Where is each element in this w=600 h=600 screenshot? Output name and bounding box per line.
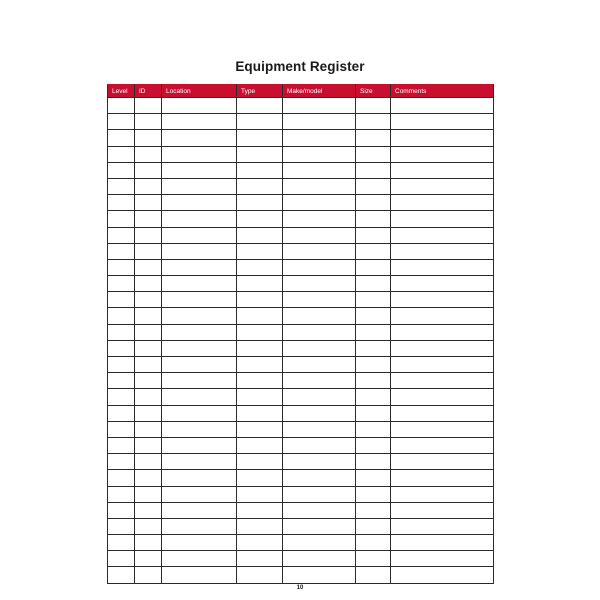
table-cell-make-model[interactable] bbox=[283, 114, 356, 130]
table-cell-location[interactable] bbox=[162, 535, 237, 551]
table-cell-size[interactable] bbox=[356, 454, 391, 470]
table-cell-level[interactable] bbox=[108, 405, 135, 421]
column-header-type: Type bbox=[237, 85, 283, 98]
table-cell-type[interactable] bbox=[237, 308, 283, 324]
table-cell-type[interactable] bbox=[237, 470, 283, 486]
table-row bbox=[108, 470, 494, 486]
table-cell-type[interactable] bbox=[237, 502, 283, 518]
table-cell-level[interactable] bbox=[108, 551, 135, 567]
table-cell-id[interactable] bbox=[135, 324, 162, 340]
table-cell-size[interactable] bbox=[356, 535, 391, 551]
table-cell-level[interactable] bbox=[108, 292, 135, 308]
table-cell-size[interactable] bbox=[356, 227, 391, 243]
table-cell-level[interactable] bbox=[108, 421, 135, 437]
table-cell-size[interactable] bbox=[356, 421, 391, 437]
table-cell-comments[interactable] bbox=[391, 373, 494, 389]
table-cell-type[interactable] bbox=[237, 130, 283, 146]
table-row bbox=[108, 567, 494, 583]
table-cell-level[interactable] bbox=[108, 162, 135, 178]
table-cell-comments[interactable] bbox=[391, 195, 494, 211]
table-row bbox=[108, 535, 494, 551]
table-cell-size[interactable] bbox=[356, 470, 391, 486]
table-cell-make-model[interactable] bbox=[283, 567, 356, 583]
table-cell-make-model[interactable] bbox=[283, 146, 356, 162]
table-cell-id[interactable] bbox=[135, 535, 162, 551]
table-cell-size[interactable] bbox=[356, 259, 391, 275]
table-cell-size[interactable] bbox=[356, 567, 391, 583]
column-header-level: Level bbox=[108, 85, 135, 98]
table-cell-size[interactable] bbox=[356, 178, 391, 194]
equipment-register-table bbox=[107, 84, 494, 584]
table-cell-location[interactable] bbox=[162, 470, 237, 486]
table-cell-type[interactable] bbox=[237, 146, 283, 162]
table-cell-make-model[interactable] bbox=[283, 357, 356, 373]
table-cell-make-model[interactable] bbox=[283, 502, 356, 518]
table-row bbox=[108, 421, 494, 437]
column-header-location: Location bbox=[162, 85, 237, 98]
table-cell-id[interactable] bbox=[135, 195, 162, 211]
table-cell-make-model[interactable] bbox=[283, 340, 356, 356]
table-cell-level[interactable] bbox=[108, 324, 135, 340]
table-cell-type[interactable] bbox=[237, 324, 283, 340]
table-cell-type[interactable] bbox=[237, 421, 283, 437]
table-cell-make-model[interactable] bbox=[283, 535, 356, 551]
table-cell-location[interactable] bbox=[162, 389, 237, 405]
table-cell-type[interactable] bbox=[237, 211, 283, 227]
table-row bbox=[108, 437, 494, 453]
table-cell-type[interactable] bbox=[237, 98, 283, 114]
table-cell-comments[interactable] bbox=[391, 389, 494, 405]
table-cell-level[interactable] bbox=[108, 114, 135, 130]
table-cell-location[interactable] bbox=[162, 551, 237, 567]
table-cell-level[interactable] bbox=[108, 211, 135, 227]
table-cell-level[interactable] bbox=[108, 178, 135, 194]
table-cell-id[interactable] bbox=[135, 98, 162, 114]
table-cell-size[interactable] bbox=[356, 114, 391, 130]
table-row bbox=[108, 243, 494, 259]
table-row bbox=[108, 98, 494, 114]
table-cell-make-model[interactable] bbox=[283, 421, 356, 437]
table-cell-comments[interactable] bbox=[391, 227, 494, 243]
table-cell-id[interactable] bbox=[135, 211, 162, 227]
table-cell-location[interactable] bbox=[162, 518, 237, 534]
table-cell-id[interactable] bbox=[135, 421, 162, 437]
table-cell-location[interactable] bbox=[162, 486, 237, 502]
table-cell-comments[interactable] bbox=[391, 551, 494, 567]
table-cell-location[interactable] bbox=[162, 292, 237, 308]
table-row bbox=[108, 276, 494, 292]
table-row bbox=[108, 502, 494, 518]
table-cell-size[interactable] bbox=[356, 308, 391, 324]
table-cell-level[interactable] bbox=[108, 227, 135, 243]
table-row bbox=[108, 211, 494, 227]
table-cell-level[interactable] bbox=[108, 195, 135, 211]
table-cell-comments[interactable] bbox=[391, 405, 494, 421]
table-row bbox=[108, 130, 494, 146]
table-cell-make-model[interactable] bbox=[283, 551, 356, 567]
table-cell-level[interactable] bbox=[108, 243, 135, 259]
table-cell-make-model[interactable] bbox=[283, 162, 356, 178]
table-cell-level[interactable] bbox=[108, 567, 135, 583]
table-cell-type[interactable] bbox=[237, 486, 283, 502]
table-cell-location[interactable] bbox=[162, 502, 237, 518]
table-cell-make-model[interactable] bbox=[283, 308, 356, 324]
table-cell-comments[interactable] bbox=[391, 259, 494, 275]
table-cell-comments[interactable] bbox=[391, 357, 494, 373]
table-cell-location[interactable] bbox=[162, 373, 237, 389]
table-cell-type[interactable] bbox=[237, 373, 283, 389]
table-cell-level[interactable] bbox=[108, 454, 135, 470]
table-cell-comments[interactable] bbox=[391, 243, 494, 259]
table-cell-make-model[interactable] bbox=[283, 324, 356, 340]
table-row bbox=[108, 227, 494, 243]
table-cell-id[interactable] bbox=[135, 259, 162, 275]
table-cell-make-model[interactable] bbox=[283, 130, 356, 146]
table-cell-id[interactable] bbox=[135, 162, 162, 178]
table-cell-size[interactable] bbox=[356, 405, 391, 421]
table-cell-size[interactable] bbox=[356, 243, 391, 259]
table-cell-size[interactable] bbox=[356, 292, 391, 308]
table-cell-type[interactable] bbox=[237, 535, 283, 551]
column-header-size: Size bbox=[356, 85, 391, 98]
header-row bbox=[108, 85, 494, 98]
table-cell-location[interactable] bbox=[162, 324, 237, 340]
table-cell-level[interactable] bbox=[108, 373, 135, 389]
table-cell-level[interactable] bbox=[108, 259, 135, 275]
table-cell-id[interactable] bbox=[135, 389, 162, 405]
table-cell-comments[interactable] bbox=[391, 340, 494, 356]
table-cell-make-model[interactable] bbox=[283, 98, 356, 114]
table-cell-location[interactable] bbox=[162, 98, 237, 114]
table-cell-comments[interactable] bbox=[391, 114, 494, 130]
table-cell-make-model[interactable] bbox=[283, 178, 356, 194]
table-cell-location[interactable] bbox=[162, 276, 237, 292]
table-cell-comments[interactable] bbox=[391, 146, 494, 162]
table-cell-type[interactable] bbox=[237, 114, 283, 130]
table-cell-location[interactable] bbox=[162, 114, 237, 130]
table-cell-make-model[interactable] bbox=[283, 276, 356, 292]
table-cell-comments[interactable] bbox=[391, 518, 494, 534]
table-cell-size[interactable] bbox=[356, 518, 391, 534]
table-cell-id[interactable] bbox=[135, 178, 162, 194]
table-cell-type[interactable] bbox=[237, 551, 283, 567]
table-cell-location[interactable] bbox=[162, 454, 237, 470]
table-cell-size[interactable] bbox=[356, 389, 391, 405]
table-cell-size[interactable] bbox=[356, 357, 391, 373]
table-cell-level[interactable] bbox=[108, 486, 135, 502]
table-cell-make-model[interactable] bbox=[283, 292, 356, 308]
table-cell-level[interactable] bbox=[108, 389, 135, 405]
table-cell-type[interactable] bbox=[237, 518, 283, 534]
table-cell-id[interactable] bbox=[135, 502, 162, 518]
table-cell-id[interactable] bbox=[135, 308, 162, 324]
table-cell-size[interactable] bbox=[356, 146, 391, 162]
table-row bbox=[108, 195, 494, 211]
table-cell-size[interactable] bbox=[356, 486, 391, 502]
table-cell-make-model[interactable] bbox=[283, 211, 356, 227]
table-row bbox=[108, 551, 494, 567]
table-cell-location[interactable] bbox=[162, 195, 237, 211]
table-cell-make-model[interactable] bbox=[283, 227, 356, 243]
page-title: Equipment Register bbox=[235, 59, 365, 74]
table-cell-id[interactable] bbox=[135, 114, 162, 130]
table-cell-location[interactable] bbox=[162, 437, 237, 453]
table-cell-size[interactable] bbox=[356, 130, 391, 146]
table-cell-comments[interactable] bbox=[391, 130, 494, 146]
table-row bbox=[108, 114, 494, 130]
table-cell-comments[interactable] bbox=[391, 437, 494, 453]
table-body bbox=[108, 98, 494, 584]
page-number: 10 bbox=[296, 585, 304, 591]
table-cell-id[interactable] bbox=[135, 551, 162, 567]
table-cell-size[interactable] bbox=[356, 162, 391, 178]
table-row bbox=[108, 292, 494, 308]
table-header bbox=[108, 85, 494, 98]
table-row bbox=[108, 518, 494, 534]
table-cell-id[interactable] bbox=[135, 292, 162, 308]
table-cell-size[interactable] bbox=[356, 324, 391, 340]
table-cell-type[interactable] bbox=[237, 276, 283, 292]
table-cell-id[interactable] bbox=[135, 470, 162, 486]
table-cell-comments[interactable] bbox=[391, 421, 494, 437]
table-cell-level[interactable] bbox=[108, 357, 135, 373]
table-cell-level[interactable] bbox=[108, 470, 135, 486]
table-row bbox=[108, 259, 494, 275]
table-cell-type[interactable] bbox=[237, 405, 283, 421]
table-cell-comments[interactable] bbox=[391, 308, 494, 324]
table-cell-comments[interactable] bbox=[391, 98, 494, 114]
table-cell-size[interactable] bbox=[356, 98, 391, 114]
table-cell-make-model[interactable] bbox=[283, 243, 356, 259]
table-cell-level[interactable] bbox=[108, 518, 135, 534]
column-header-comments: Comments bbox=[391, 85, 494, 98]
table-cell-location[interactable] bbox=[162, 340, 237, 356]
table-cell-type[interactable] bbox=[237, 454, 283, 470]
table-cell-size[interactable] bbox=[356, 437, 391, 453]
table-cell-comments[interactable] bbox=[391, 454, 494, 470]
table-row bbox=[108, 340, 494, 356]
table-cell-size[interactable] bbox=[356, 195, 391, 211]
table-row bbox=[108, 162, 494, 178]
table-cell-id[interactable] bbox=[135, 373, 162, 389]
table-cell-id[interactable] bbox=[135, 518, 162, 534]
table-cell-comments[interactable] bbox=[391, 470, 494, 486]
table-cell-id[interactable] bbox=[135, 405, 162, 421]
table-row bbox=[108, 486, 494, 502]
table-cell-comments[interactable] bbox=[391, 162, 494, 178]
table-cell-id[interactable] bbox=[135, 276, 162, 292]
table-cell-id[interactable] bbox=[135, 486, 162, 502]
table-cell-make-model[interactable] bbox=[283, 454, 356, 470]
table-cell-level[interactable] bbox=[108, 437, 135, 453]
table-cell-comments[interactable] bbox=[391, 292, 494, 308]
table-cell-location[interactable] bbox=[162, 405, 237, 421]
table-row bbox=[108, 405, 494, 421]
table-cell-make-model[interactable] bbox=[283, 405, 356, 421]
table-cell-type[interactable] bbox=[237, 567, 283, 583]
table-cell-location[interactable] bbox=[162, 211, 237, 227]
table-cell-type[interactable] bbox=[237, 259, 283, 275]
table-cell-type[interactable] bbox=[237, 357, 283, 373]
table-cell-location[interactable] bbox=[162, 243, 237, 259]
column-header-id: ID bbox=[135, 85, 162, 98]
table-cell-make-model[interactable] bbox=[283, 195, 356, 211]
table-cell-comments[interactable] bbox=[391, 567, 494, 583]
table-cell-location[interactable] bbox=[162, 146, 237, 162]
table-cell-type[interactable] bbox=[237, 195, 283, 211]
table-cell-make-model[interactable] bbox=[283, 486, 356, 502]
table-cell-location[interactable] bbox=[162, 227, 237, 243]
table-cell-size[interactable] bbox=[356, 211, 391, 227]
table-cell-location[interactable] bbox=[162, 357, 237, 373]
table-row bbox=[108, 308, 494, 324]
table-cell-type[interactable] bbox=[237, 292, 283, 308]
table-cell-type[interactable] bbox=[237, 389, 283, 405]
table-cell-location[interactable] bbox=[162, 178, 237, 194]
table-cell-level[interactable] bbox=[108, 146, 135, 162]
table-cell-level[interactable] bbox=[108, 502, 135, 518]
table-cell-level[interactable] bbox=[108, 98, 135, 114]
table-cell-level[interactable] bbox=[108, 276, 135, 292]
table-cell-type[interactable] bbox=[237, 340, 283, 356]
table-cell-level[interactable] bbox=[108, 340, 135, 356]
table-cell-make-model[interactable] bbox=[283, 437, 356, 453]
table-cell-location[interactable] bbox=[162, 130, 237, 146]
table-cell-id[interactable] bbox=[135, 454, 162, 470]
table-cell-type[interactable] bbox=[237, 178, 283, 194]
table-cell-id[interactable] bbox=[135, 567, 162, 583]
table-row bbox=[108, 454, 494, 470]
table-cell-id[interactable] bbox=[135, 437, 162, 453]
table-cell-id[interactable] bbox=[135, 146, 162, 162]
table-cell-size[interactable] bbox=[356, 551, 391, 567]
table-cell-type[interactable] bbox=[237, 227, 283, 243]
column-header-make-model: Make/model bbox=[283, 85, 356, 98]
table-cell-id[interactable] bbox=[135, 130, 162, 146]
table-cell-location[interactable] bbox=[162, 259, 237, 275]
table-cell-level[interactable] bbox=[108, 130, 135, 146]
table-row bbox=[108, 389, 494, 405]
table-row bbox=[108, 324, 494, 340]
table-cell-type[interactable] bbox=[237, 162, 283, 178]
table-cell-location[interactable] bbox=[162, 162, 237, 178]
table-cell-type[interactable] bbox=[237, 243, 283, 259]
table-row bbox=[108, 373, 494, 389]
table-cell-size[interactable] bbox=[356, 276, 391, 292]
table-cell-size[interactable] bbox=[356, 340, 391, 356]
table-cell-make-model[interactable] bbox=[283, 389, 356, 405]
table-cell-size[interactable] bbox=[356, 373, 391, 389]
table-cell-location[interactable] bbox=[162, 421, 237, 437]
table-cell-size[interactable] bbox=[356, 502, 391, 518]
table-cell-make-model[interactable] bbox=[283, 518, 356, 534]
table-cell-id[interactable] bbox=[135, 227, 162, 243]
table-cell-comments[interactable] bbox=[391, 178, 494, 194]
table-cell-location[interactable] bbox=[162, 308, 237, 324]
table-cell-location[interactable] bbox=[162, 567, 237, 583]
table-cell-make-model[interactable] bbox=[283, 373, 356, 389]
table-cell-make-model[interactable] bbox=[283, 470, 356, 486]
table-row bbox=[108, 357, 494, 373]
table-cell-make-model[interactable] bbox=[283, 259, 356, 275]
table-cell-id[interactable] bbox=[135, 243, 162, 259]
table-row bbox=[108, 178, 494, 194]
table-cell-comments[interactable] bbox=[391, 535, 494, 551]
table-cell-id[interactable] bbox=[135, 340, 162, 356]
table-cell-comments[interactable] bbox=[391, 486, 494, 502]
table-cell-level[interactable] bbox=[108, 535, 135, 551]
table-cell-comments[interactable] bbox=[391, 211, 494, 227]
table-cell-id[interactable] bbox=[135, 357, 162, 373]
table-cell-level[interactable] bbox=[108, 308, 135, 324]
table-cell-comments[interactable] bbox=[391, 276, 494, 292]
table-cell-type[interactable] bbox=[237, 437, 283, 453]
table-row bbox=[108, 146, 494, 162]
table-cell-comments[interactable] bbox=[391, 502, 494, 518]
table-cell-comments[interactable] bbox=[391, 324, 494, 340]
